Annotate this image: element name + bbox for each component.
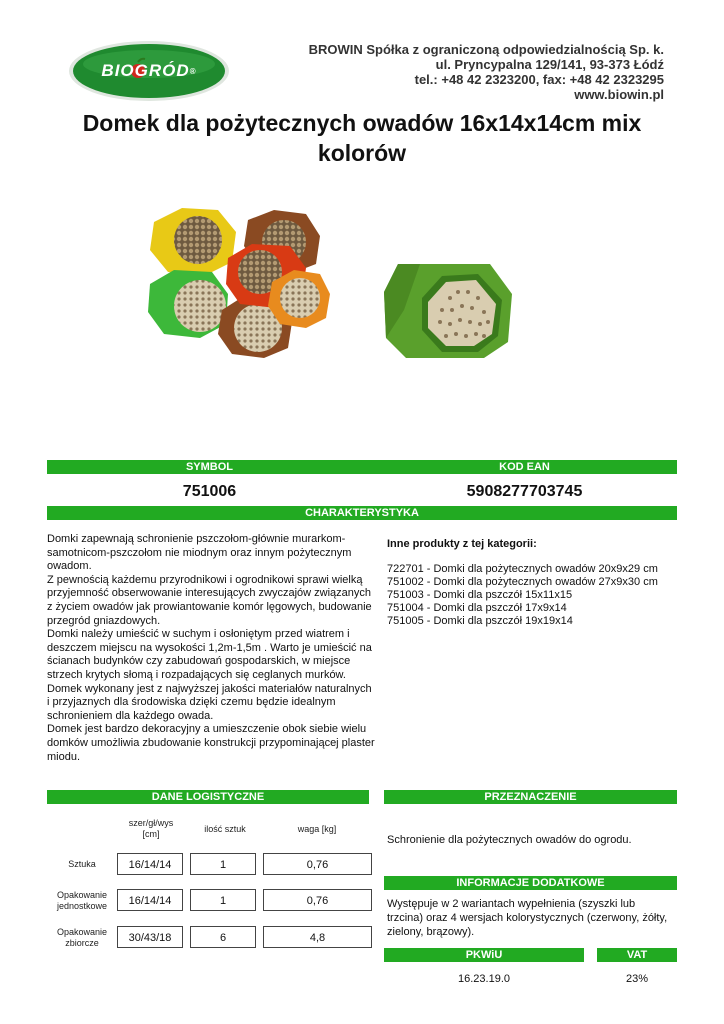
- row-weight: 4,8: [263, 926, 372, 948]
- product-title: Domek dla pożytecznych owadów 16x14x14cm mix kolorów: [82, 110, 642, 166]
- col-qty-header: ilość sztuk: [204, 824, 246, 834]
- symbol-label: SYMBOL: [185, 461, 234, 473]
- description-paragraph: Domki zapewnają schronienie pszczołom-głównie murarkom-samotnicom-pszczołom nie miodnym oraz innym pożytecznym owadom.: [47, 533, 352, 573]
- additional-info-bar: INFORMACJE DODATKOWE: [384, 876, 677, 890]
- related-products: [387, 538, 687, 628]
- ean-label: KOD EAN: [499, 461, 550, 473]
- pkwiu-value: 16.23.19.0: [458, 973, 510, 985]
- related-item: 751005 - Domki dla pszczół 19x19x14: [387, 615, 573, 627]
- vat-bar: VAT: [597, 948, 677, 962]
- description-paragraph: Domek jest bardzo dekoracyjny a umieszczenie obok siebie wielu domków umożliwia zbudowanie konstrukcji przypominającej plaster miodu.: [47, 723, 375, 763]
- related-item: 751004 - Domki dla pszczół 17x9x14: [387, 602, 567, 614]
- product-photo-green: [380, 258, 516, 362]
- description-paragraph: Domek wykonany jest z najwyższej jakości materiałów naturalnych i przyjaznych dla środowiska dzięki czemu będzie idealnym schronieniem dla każdego owada.: [47, 682, 372, 722]
- ean-value: 5908277703745: [466, 483, 583, 500]
- pkwiu-bar: PKWiU: [384, 948, 584, 962]
- row-dims: 16/14/14: [117, 853, 183, 875]
- company-info: [244, 42, 664, 102]
- row-weight: 0,76: [263, 889, 372, 911]
- row-name: Opakowanie zbiorcze: [56, 927, 108, 948]
- row-qty: 1: [190, 889, 256, 911]
- logistics-bar: DANE LOGISTYCZNE: [47, 790, 369, 804]
- product-description: [47, 533, 377, 764]
- purpose-bar: PRZEZNACZENIE: [384, 790, 677, 804]
- description-paragraph: Domki należy umieścić w suchym i osłoniętym przed wiatrem i deszczem miejscu na wysokości 1,2m-1,5m . Warto je umieścić na ścianach budynków czy zabudowań gospodarskich, w miejsce strzech krytych słomą i rozpadających się ceglanych murków.: [47, 628, 372, 681]
- row-dims: 30/43/18: [117, 926, 183, 948]
- row-qty: 6: [190, 926, 256, 948]
- biogrod-logo: [68, 40, 230, 102]
- characteristics-bar: CHARAKTERYSTYKA: [47, 506, 677, 520]
- vat-value: 23%: [625, 973, 649, 985]
- row-qty: 1: [190, 853, 256, 875]
- company-address: ul. Pryncypalna 129/141, 93-373 Łódź: [435, 57, 664, 72]
- row-name: Sztuka: [68, 859, 96, 869]
- row-weight: 0,76: [263, 853, 372, 875]
- company-name: BROWIN Spółka z ograniczoną odpowiedzialnością Sp. k.: [308, 42, 664, 57]
- logo-text: BIOGRÓD ®: [101, 61, 197, 80]
- col-weight-header: waga [kg]: [297, 824, 337, 834]
- col-dims-header: szer/gł/wys [cm]: [128, 818, 174, 839]
- product-photo-mix: [140, 200, 340, 360]
- company-web: www.biowin.pl: [574, 87, 664, 102]
- related-heading: Inne produkty z tej kategorii:: [387, 538, 537, 550]
- description-paragraph: Z pewnością każdemu przyrodnikowi i ogrodnikowi sprawi wielką przyjemność obserwowanie interesujących zwyczajów związanych z życiem owadów jak prowiantowanie komór lęgowych, budowanie przegród gniazdowych.: [47, 573, 372, 627]
- related-item: 751003 - Domki dla pszczół 15x11x15: [387, 589, 573, 601]
- purpose-text: Schronienie dla pożytecznych owadów do ogrodu.: [387, 834, 632, 846]
- symbol-value: 751006: [182, 483, 237, 500]
- row-name: Opakowanie jednostkowe: [56, 890, 108, 911]
- row-dims: 16/14/14: [117, 889, 183, 911]
- company-phone: tel.: +48 42 2323200, fax: +48 42 2323295: [414, 72, 664, 87]
- additional-info-text: Występuje w 2 wariantach wypełnienia (szyszki lub trzcina) oraz 4 wersjach kolorystycznych (czerwony, żółty, zielony, brązowy).: [387, 898, 668, 938]
- related-item: 751002 - Domki dla pożytecznych owadów 27x9x30 cm: [387, 576, 658, 588]
- codes-bar: [47, 460, 677, 474]
- related-item: 722701 - Domki dla pożytecznych owadów 20x9x29 cm: [387, 563, 658, 575]
